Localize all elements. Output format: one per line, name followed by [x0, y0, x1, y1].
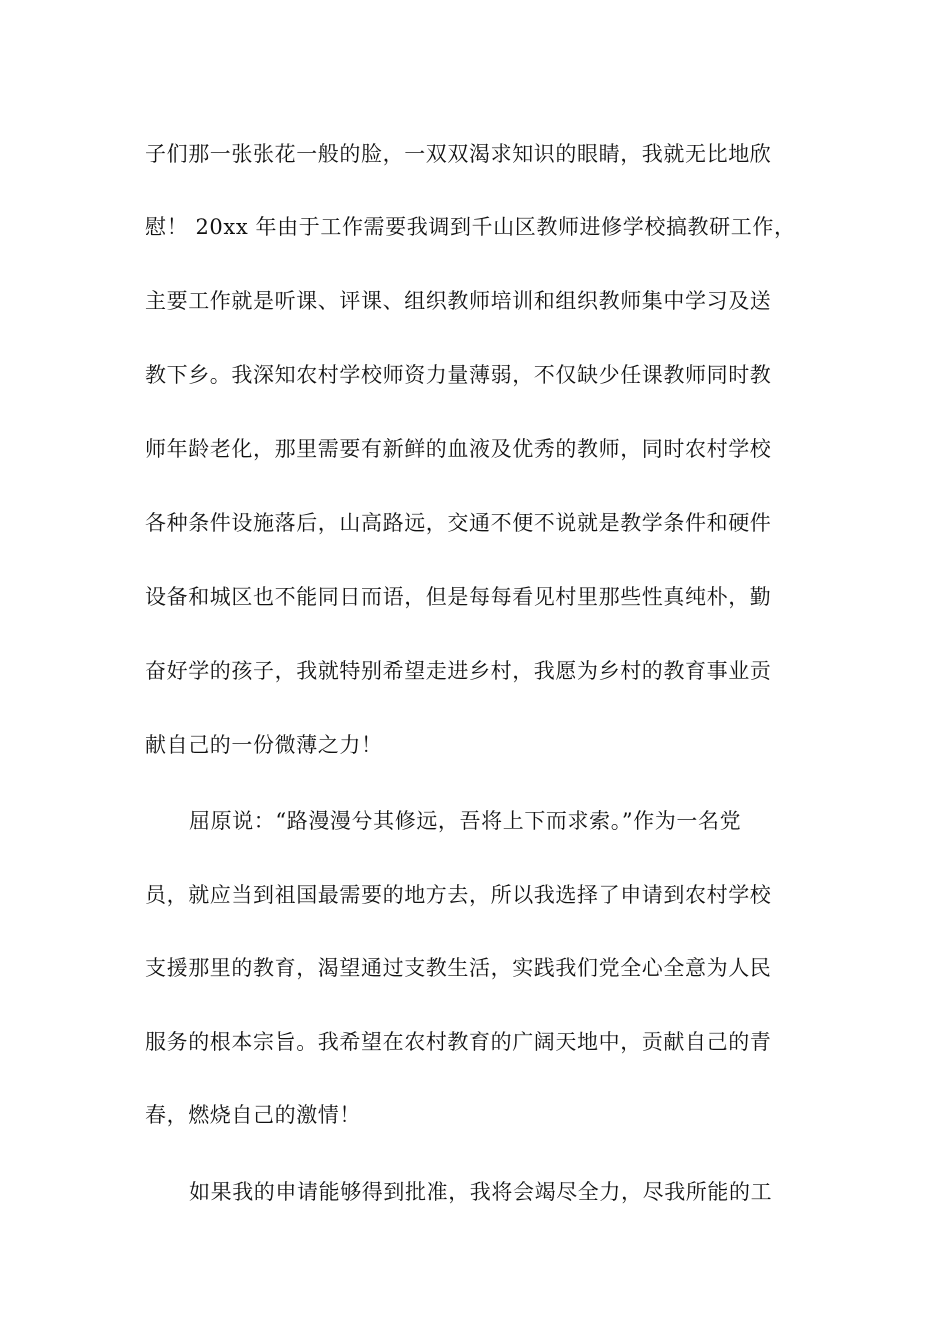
text-line-3: 主要工作就是听课、评课、组织教师培训和组织教师集中学习及送 — [145, 289, 772, 313]
text-line-5: 师年龄老化，那里需要有新鲜的血液及优秀的教师，同时农村学校 — [145, 437, 772, 461]
text-line-14: 春，燃烧自己的激情！ — [145, 1103, 361, 1127]
text-line-8: 奋好学的孩子，我就特别希望走进乡村，我愿为乡村的教育事业贡 — [145, 659, 772, 683]
text-line-7: 设备和城区也不能同日而语，但是每每看见村里那些性真纯朴，勤 — [145, 585, 772, 609]
text-line-15: 如果我的申请能够得到批准，我将会竭尽全力，尽我所能的工 — [189, 1180, 773, 1204]
text-line-4: 教下乡。我深知农村学校师资力量薄弱，不仅缺少任课教师同时教 — [145, 363, 772, 387]
text-line-13: 服务的根本宗旨。我希望在农村教育的广阔天地中，贡献自己的青 — [145, 1030, 772, 1054]
text-line-11: 员，就应当到祖国最需要的地方去，所以我选择了申请到农村学校 — [145, 883, 772, 907]
text-line-2: 慰！ 20xx 年由于工作需要我调到千山区教师进修学校搞教研工作， — [145, 215, 796, 239]
text-line-6: 各种条件设施落后，山高路远，交通不便不说就是教学条件和硬件 — [145, 511, 772, 535]
text-line-1: 子们那一张张花一般的脸，一双双渴求知识的眼睛，我就无比地欣 — [145, 142, 772, 166]
text-line-12: 支援那里的教育，渴望通过支教生活，实践我们党全心全意为人民 — [145, 956, 772, 980]
text-line-10: 屈原说：“路漫漫兮其修远，吾将上下而求索。”作为一名党 — [189, 809, 742, 833]
text-line-9: 献自己的一份微薄之力！ — [145, 733, 383, 757]
